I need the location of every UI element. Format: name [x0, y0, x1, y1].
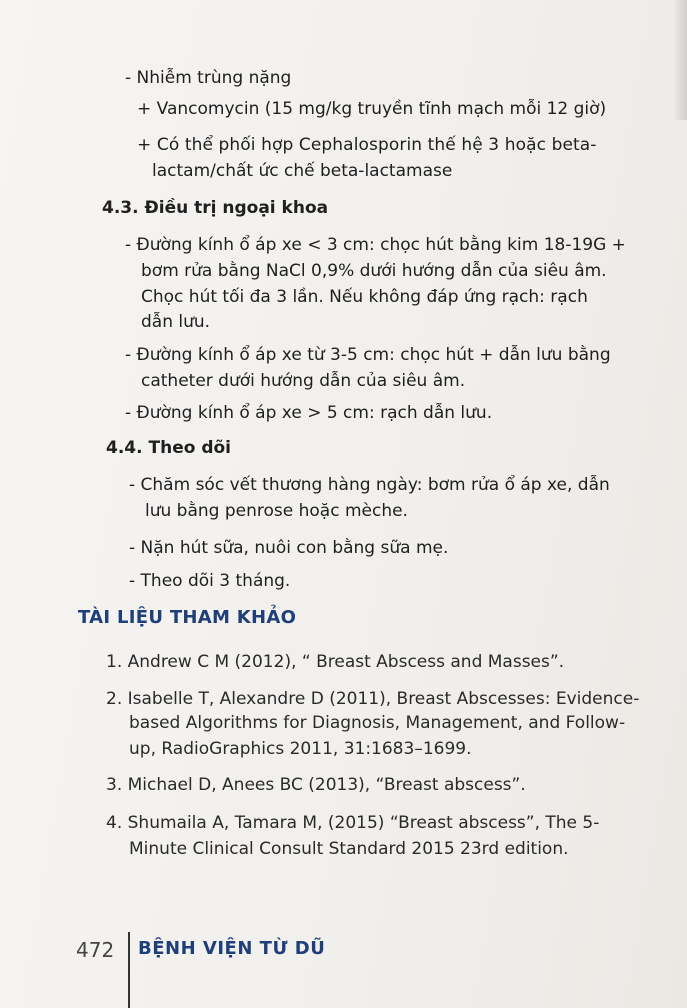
footer-title: BỆNH VIỆN TỪ DŨ: [138, 938, 326, 959]
surgery-item-1-line2: bơm rửa bằng NaCl 0,9% dưới hướng dẫn của siêu âm.: [141, 261, 607, 281]
followup-item-2: - Nặn hút sữa, nuôi con bằng sữa mẹ.: [129, 538, 449, 558]
reference-2-line1: 2. Isabelle T, Alexandre D (2011), Breast Abscesses: Evidence-: [106, 689, 640, 709]
reference-4-line2: Minute Clinical Consult Standard 2015 23rd edition.: [129, 839, 569, 859]
reference-2-line2: based Algorithms for Diagnosis, Management, and Follow-: [129, 713, 626, 733]
followup-item-1-line1: - Chăm sóc vết thương hàng ngày: bơm rửa ổ áp xe, dẫn: [129, 475, 610, 495]
footer-divider: [128, 932, 130, 1008]
reference-3: 3. Michael D, Anees BC (2013), “Breast abscess”.: [106, 775, 526, 795]
reference-4-line1: 4. Shumaila A, Tamara M, (2015) “Breast abscess”, The 5-: [106, 813, 600, 833]
surgery-item-2-line1: - Đường kính ổ áp xe từ 3-5 cm: chọc hút + dẫn lưu bằng: [125, 345, 611, 365]
references-title: TÀI LIỆU THAM KHẢO: [78, 607, 297, 628]
followup-item-1-line2: lưu bằng penrose hoặc mèche.: [145, 501, 408, 521]
page-number: 472: [76, 938, 115, 962]
surgery-heading: 4.3. Điều trị ngoại khoa: [102, 198, 329, 218]
reference-1: 1. Andrew C M (2012), “ Breast Abscess and Masses”.: [106, 652, 565, 672]
followup-item-3: - Theo dõi 3 tháng.: [129, 571, 291, 591]
surgery-item-1-line4: dẫn lưu.: [141, 312, 211, 332]
surgery-item-2-line2: catheter dưới hướng dẫn của siêu âm.: [141, 371, 466, 391]
surgery-item-3: - Đường kính ổ áp xe > 5 cm: rạch dẫn lưu.: [125, 403, 493, 423]
cephalosporin-item-line1: + Có thể phối hợp Cephalosporin thế hệ 3 hoặc beta-: [137, 135, 597, 155]
severe-infection-item: - Nhiễm trùng nặng: [125, 68, 292, 88]
vancomycin-item: + Vancomycin (15 mg/kg truyền tĩnh mạch mỗi 12 giờ): [137, 99, 607, 119]
surgery-item-1-line3: Chọc hút tối đa 3 lần. Nếu không đáp ứng rạch: rạch: [141, 287, 588, 307]
reference-2-line3: up, RadioGraphics 2011, 31:1683–1699.: [129, 739, 472, 759]
surgery-item-1-line1: - Đường kính ổ áp xe < 3 cm: chọc hút bằng kim 18-19G +: [125, 235, 626, 255]
cephalosporin-item-line2: lactam/chất ức chế beta-lactamase: [152, 161, 453, 181]
page-edge-shadow: [673, 0, 687, 120]
followup-heading: 4.4. Theo dõi: [106, 438, 231, 458]
